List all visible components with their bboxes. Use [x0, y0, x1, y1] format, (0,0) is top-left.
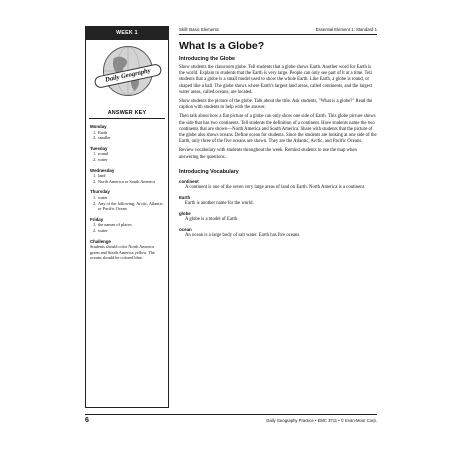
vocab-definition: An ocean is a large body of salt water. Earth has five oceans. — [185, 233, 301, 239]
answer-key-title: ANSWER KEY — [89, 110, 165, 119]
skill-label: Skill: Basic Elements — [179, 27, 219, 32]
page-number: 6 — [85, 417, 89, 424]
answer-item: 1. the names of places — [93, 222, 132, 228]
vocab-term: Earth — [179, 195, 191, 201]
week-label: WEEK 1 — [86, 27, 168, 40]
day-heading: Thursday — [90, 189, 110, 195]
answer-list — [86, 119, 168, 261]
paragraph: Then talk about how a flat picture of a globe can only show one side of Earth. This globe picture shows the side that has two continents. Tell students the definition of a continent. Have students name the two continents that are shown—North America and South America. Share with students that the picture of the globe also shows oceans. Define ocean for students. Since the students are looking at one side of the Earth, only three of the five oceans are shown. They are the Atlantic, Arctic, and Pacific Oceans. — [179, 114, 377, 145]
challenge-heading: Challenge — [90, 238, 111, 244]
vocab-definition: A globe is a model of Earth. — [185, 217, 239, 223]
challenge-text: Students should color North America green and South America yellow. The oceans should be colored blue. — [90, 244, 155, 261]
answer-item: 1. water — [93, 194, 108, 200]
answer-item: 1. land — [93, 173, 106, 179]
page-header — [179, 27, 377, 35]
answer-item: 2. water — [93, 156, 108, 162]
logo-text: Daily Geography — [93, 63, 162, 89]
footer-credit: Daily Geography Practice • EMC 3711 • © Evan-Moor Corp. — [266, 418, 377, 423]
vocab-definition: A continent is one of the seven very large areas of land on Earth. North America is a continent. — [185, 184, 366, 190]
answer-item: 2. North America or South America — [93, 178, 156, 184]
page-title: What Is a Globe? — [179, 40, 265, 52]
section-heading-globe: Introducing the Globe — [179, 56, 235, 62]
answer-item: 1. Earth — [93, 129, 108, 135]
vocab-term: ocean — [179, 227, 192, 233]
paragraph: Show students the picture of the globe. Talk about the title. Ask students, "What is a globe?" Read the caption with students to help with the answer. — [179, 99, 373, 111]
paragraph: Show students the classroom globe. Tell students that a globe shows Earth. Another word for Earth is the world. Explain to students that the Earth is very large. People can only see part of it at a time. Tell students that a globe is a small model used to show the whole Earth. Like Earth, a globe is round, or shaped like a ball. The globe shows where Earth's largest land areas, called continents, and the largest water areas, called oceans, are located. — [179, 65, 373, 95]
lesson-content — [179, 40, 377, 240]
page-footer — [85, 414, 377, 424]
answer-item: 2. smaller — [93, 135, 111, 141]
answer-item: 1. round — [93, 151, 109, 157]
answer-item: 2. water — [93, 227, 108, 233]
paragraph: Review vocabulary with students throughout the week. Remind students to use the map when answering the questions. — [179, 148, 357, 160]
vocab-term: continent — [179, 178, 199, 184]
standard-label: Essential Element 1: Standard 1 — [315, 27, 377, 32]
vocab-term: globe — [179, 211, 191, 217]
answer-key-sidebar — [85, 26, 169, 408]
daily-geography-logo — [86, 40, 168, 110]
day-heading: Monday — [90, 124, 107, 129]
day-heading: Wednesday — [90, 167, 115, 173]
vocab-definition: Earth is another name for the world. — [185, 201, 254, 207]
answer-item: 2. Any of the following: Arctic, Atlantic, or Pacific Ocean — [93, 200, 164, 212]
section-heading-vocabulary: Introducing Vocabulary — [179, 168, 239, 175]
day-heading: Friday — [90, 216, 104, 222]
day-heading: Tuesday — [90, 145, 108, 151]
